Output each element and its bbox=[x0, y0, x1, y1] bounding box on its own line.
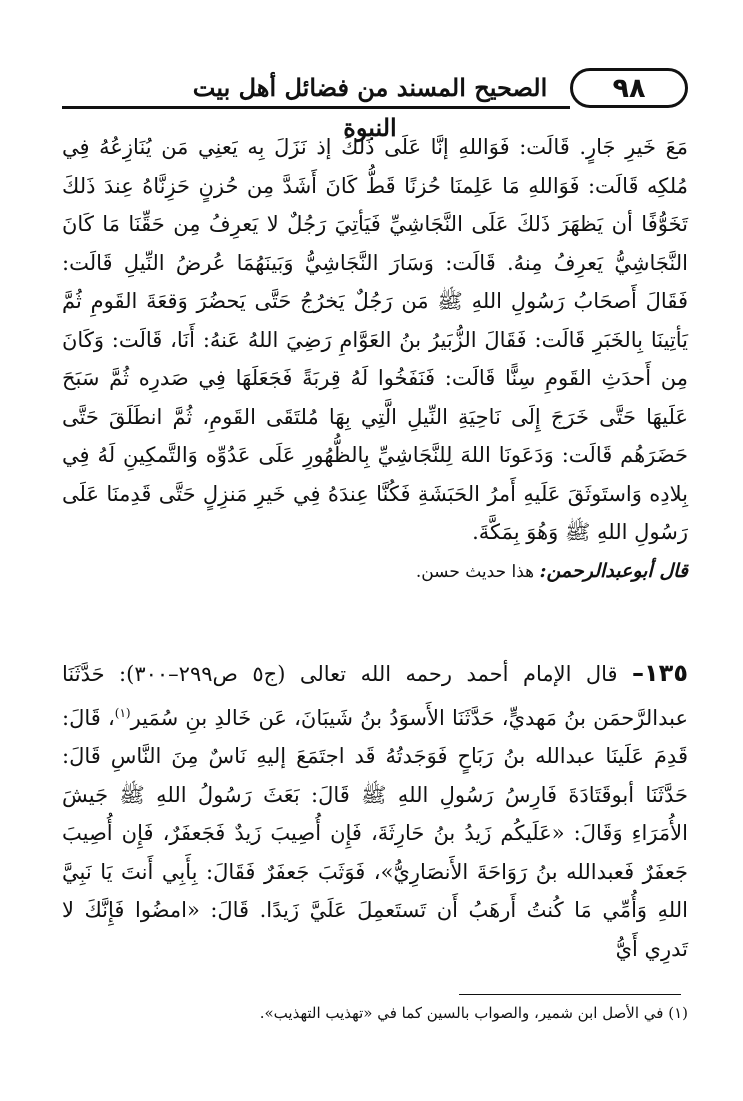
footnote-separator bbox=[459, 994, 681, 995]
hadith-text: ، قَالَ: قَدِمَ عَلَينَا عبدالله بنُ رَبَاحٍ فَوَجَدتُهُ قَد اجتَمَعَ إليهِ نَاسٌ مِنَ النَّاسِ قَالَ: حَدَّثَنَا أبوقَتَادَةَ فَارِسُ رَسُولِ اللهِ ﷺ قَالَ: بَعَثَ رَسُولُ اللهِ ﷺ جَيشَ الأُمَرَاءِ وَقَالَ: «عَلَيكُم زَيدُ بنُ حَارِثَةَ، فَإِن أُصِيبَ زَيدٌ فَجَعفَرٌ، فَإِن أُصِيبَ جَعفَرٌ فَعبدالله بنُ رَوَاحَةَ الأَنصَارِيُّ»، فَوَثَبَ جَعفَرٌ فَقَالَ: بِأَبِي أَنتَ يَا نَبِيَّ اللهِ وَأُمِّي مَا كُنتُ أَرهَبُ أَن تَستَعمِلَ عَلَيَّ زَيدًا. قَالَ: «امضُوا فَإِنَّكَ لا تَدرِي أَيُّ bbox=[62, 705, 688, 961]
hadith-block bbox=[62, 654, 688, 968]
hadith-number: ١٣٥– bbox=[632, 659, 688, 687]
page-header bbox=[62, 66, 688, 142]
footnote-marker: (١) bbox=[114, 705, 131, 720]
footnote: (١) في الأصل ابن شمير، والصواب بالسين كما في «تهذيب التهذيب». bbox=[259, 1004, 688, 1022]
note-author: قال أبوعبدالرحمن: bbox=[539, 559, 688, 582]
hadith-intro: قال الإمام أحمد رحمه الله تعالى (ج٥ ص٢٩٩–٣٠٠): حَدَّثَنَا عبدالرَّحمَن بنُ مَهديٍّ، حَدَّثَنَا الأَسوَدُ بنُ شَيبَانَ، عَن خَالدِ بنِ سُمَير bbox=[62, 662, 688, 730]
book-title: الصحيح المسند من فضائل أهل بيت النبوة bbox=[192, 73, 548, 142]
header-rule bbox=[62, 106, 570, 109]
note-text: هذا حديث حسن. bbox=[415, 561, 535, 582]
grading-note bbox=[62, 554, 688, 589]
page-number: ٩٨ bbox=[570, 68, 688, 108]
main-text-block bbox=[62, 128, 688, 589]
hadith-paragraph bbox=[62, 654, 688, 968]
narration-paragraph: مَعَ خَيرِ جَارٍ. قَالَت: فَوَاللهِ إنَّا عَلَى ذَلكَ إذ نَزَلَ بِه يَعنِي مَن يُنَازِعُهُ فِي مُلكِه قَالَت: فَوَاللهِ مَا عَلِمنَا حُزنًا قَطُّ كَانَ أَشَدَّ مِن حُزنٍ حَزِنَّاهُ عِندَ ذَلكَ تَخَوُّفًا أن يَظهَرَ ذَلكَ عَلَى النَّجَاشِيِّ فَيَأتِيَ رَجُلٌ لا يَعرِفُ مِن حَقِّنَا مَا كَانَ النَّجَاشِيُّ يَعرِفُ مِنهُ. قَالَت: وَسَارَ النَّجَاشِيُّ وَبَينَهُمَا عُرضُ النِّيلِ قَالَت: فَقَالَ أَصحَابُ رَسُولِ اللهِ ﷺ مَن رَجُلٌ يَخرُجُ حَتَّى يَحضُرَ وَقعَةَ القَومِ ثُمَّ يَأتِينَا بِالخَبَرِ قَالَت: فَقَالَ الزُّبَيرُ بنُ العَوَّامِ رَضِيَ اللهُ عَنهُ: أَنَا، قَالَت: وَكَانَ مِن أَحدَثِ القَومِ سِنًّا قَالَت: فَنَفَخُوا لَهُ قِربَةً فَجَعَلَهَا فِي صَدرِه ثُمَّ سَبَحَ عَلَيهَا حَتَّى خَرَجَ إِلَى نَاحِيَةِ النِّيلِ الَّتِي بِهَا مُلتَقَى القَومِ، ثُمَّ انطَلَقَ حَتَّى حَضَرَهُم قَالَت: وَدَعَونَا اللهَ لِلنَّجَاشِيِّ بِالظُّهُورِ عَلَى عَدُوِّه وَالتَّمكِينِ لَهُ فِي بِلادِه وَاستَوثَقَ عَلَيهِ أَمرُ الحَبَشَةِ فَكُنَّا عِندَهُ فِي خَيرِ مَنزِلٍ حَتَّى قَدِمنَا عَلَى رَسُولِ اللهِ ﷺ وَهُوَ بِمَكَّةَ. bbox=[62, 135, 688, 544]
